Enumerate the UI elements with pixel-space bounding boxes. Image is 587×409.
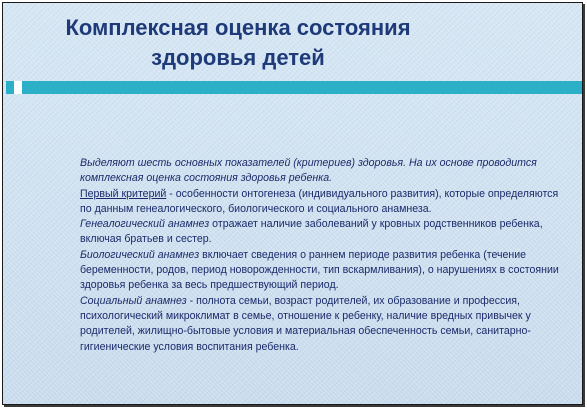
paragraph-intro: [80, 156, 570, 187]
genealogical-text: отражает наличие заболеваний у кровных родственников ребенка, включая братьев и сестер.: [80, 218, 543, 246]
paragraph-genealogical: [80, 217, 570, 248]
slide-title: [63, 13, 413, 73]
biological-label: Биологический анамнез: [80, 248, 200, 261]
slide: [2, 2, 583, 405]
accent-divider-gap: [14, 81, 22, 94]
social-label: Социальный анамнез: [80, 294, 187, 307]
body-text: [80, 156, 570, 355]
biological-text: включает сведения о раннем периоде развития ребенка (течение беременности, родов, период новорожденности, тип вскармливания), о нарушениях в состоянии здоровья ребенка за весь предшествующий период.: [80, 248, 559, 292]
slide-title-line2: здоровья детей: [151, 45, 325, 70]
paragraph-criterion1: [80, 187, 570, 218]
genealogical-label: Генеалогический анамнез: [80, 218, 210, 231]
criterion1-text: - особенности онтогенеза (индивидуального развития), которые определяются по данным генеалогического, биологического и социального анамнеза.: [80, 187, 559, 215]
social-text: - полнота семьи, возраст родителей, их образование и профессия, психологический микроклимат в семье, отношение к ребенку, наличие вредных привычек у родителей, жилищно-бытовые условия и материальная обеспеченность семьи, санитарно-гигиенические условия воспитания ребенка.: [80, 294, 531, 353]
paragraph-biological: [80, 248, 570, 294]
accent-divider-main-block: [22, 81, 582, 94]
slide-title-line1: Комплексная оценка состояния: [65, 15, 411, 40]
accent-divider-lead-block: [6, 81, 14, 94]
paragraph-social: [80, 294, 570, 355]
criterion1-label: Первый критерий: [80, 187, 167, 200]
intro-text: Выделяют шесть основных показателей (критериев) здоровья. На их основе проводится комплексная оценка состояния здоровья ребенка.: [80, 157, 537, 185]
accent-divider-bar: [3, 81, 582, 94]
